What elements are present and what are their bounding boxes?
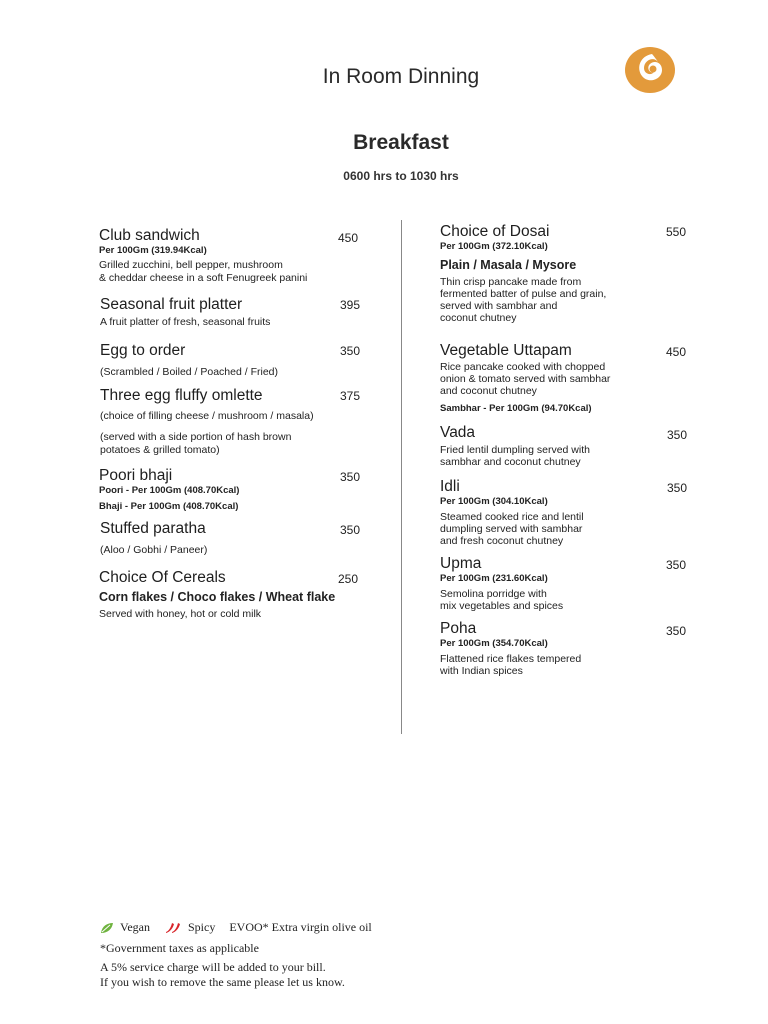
menu-item-club-sandwich — [99, 227, 307, 285]
menu-item-vada — [440, 424, 590, 468]
item-calories: Per 100Gm (304.10Kcal) — [440, 496, 548, 507]
menu-item-idli — [440, 478, 584, 547]
item-description: onion & tomato served with sambhar — [440, 373, 611, 385]
item-price: 375 — [340, 389, 361, 403]
item-description: and coconut chutney — [440, 385, 537, 397]
item-calories: Per 100Gm (372.10Kcal) — [440, 241, 548, 252]
item-description: sambhar and coconut chutney — [440, 456, 581, 468]
item-description: dumpling served with sambhar — [440, 523, 583, 535]
item-options: Plain / Masala / Mysore — [440, 258, 577, 272]
item-description: Steamed cooked rice and lentil — [440, 511, 584, 523]
menu-item-dosai — [440, 223, 606, 324]
item-name: Upma — [440, 555, 482, 572]
legend — [100, 920, 372, 935]
item-name: Seasonal fruit platter — [100, 296, 243, 313]
item-price: 350 — [340, 470, 361, 484]
item-price: 350 — [340, 344, 361, 358]
item-description: Fried lentil dumpling served with — [440, 444, 590, 456]
item-calories: Sambhar - Per 100Gm (94.70Kcal) — [440, 403, 592, 414]
item-description: (Aloo / Gobhi / Paneer) — [100, 544, 208, 556]
service-charge-note: If you wish to remove the same please let us know. — [100, 975, 345, 989]
item-calories: Per 100Gm (319.94Kcal) — [99, 245, 207, 256]
menu-item-uttapam — [440, 342, 610, 415]
item-description: Thin crisp pancake made from — [440, 276, 582, 288]
menu-item-cereals — [99, 569, 335, 621]
item-description: mix vegetables and spices — [440, 600, 564, 612]
menu-item-poha — [440, 620, 581, 677]
menu-item-upma — [440, 555, 563, 612]
page-title: In Room Dinning — [322, 65, 480, 88]
item-name: Vegetable Uttapam — [440, 342, 572, 359]
item-options: Corn flakes / Choco flakes / Wheat flake — [99, 590, 336, 604]
item-calories: Per 100Gm (231.60Kcal) — [440, 573, 548, 584]
item-description: Flattened rice flakes tempered — [440, 653, 582, 665]
hotel-logo — [624, 46, 676, 94]
menu-item-poori-bhaji — [99, 467, 239, 513]
item-description: A fruit platter of fresh, seasonal fruits — [100, 316, 271, 328]
item-description: Grilled zucchini, bell pepper, mushroom — [99, 259, 283, 271]
service-charge-note: A 5% service charge will be added to your bill. — [100, 960, 326, 974]
item-price: 450 — [338, 231, 359, 245]
item-price: 550 — [666, 225, 687, 239]
item-description: Semolina porridge with — [440, 588, 547, 600]
item-name: Stuffed paratha — [100, 520, 206, 537]
column-divider — [401, 220, 402, 734]
item-description: Rice pancake cooked with chopped — [440, 361, 606, 373]
item-price: 350 — [667, 481, 688, 495]
item-description: with Indian spices — [440, 665, 523, 677]
item-calories: Poori - Per 100Gm (408.70Kcal) — [99, 485, 240, 496]
item-description: (choice of filling cheese / mushroom / masala) — [100, 410, 314, 422]
item-price: 350 — [666, 624, 687, 638]
item-description: & cheddar cheese in a soft Fenugreek panini — [99, 272, 308, 284]
menu-item-fruit-platter — [100, 296, 270, 329]
item-price: 450 — [666, 345, 687, 359]
item-description: potatoes & grilled tomato) — [100, 444, 220, 456]
menu-item-egg-to-order — [100, 342, 278, 379]
item-name: Idli — [440, 478, 460, 495]
item-name: Poori bhaji — [99, 467, 173, 484]
item-price: 395 — [340, 298, 361, 312]
chili-icon — [164, 922, 182, 934]
menu-item-omlette — [100, 387, 314, 457]
item-description: coconut chutney — [440, 312, 517, 324]
footer-notes — [100, 920, 372, 990]
item-name: Egg to order — [100, 342, 186, 359]
item-name: Vada — [440, 424, 476, 441]
item-name: Poha — [440, 620, 477, 637]
item-description: Served with honey, hot or cold milk — [99, 608, 262, 620]
service-hours: 0600 hrs to 1030 hrs — [343, 169, 459, 183]
section-title: Breakfast — [353, 131, 449, 154]
item-price: 350 — [667, 428, 688, 442]
leaf-icon — [100, 922, 114, 934]
vegan-label: Vegan — [120, 920, 150, 934]
item-name: Club sandwich — [99, 227, 200, 244]
item-calories: Bhaji - Per 100Gm (408.70Kcal) — [99, 501, 239, 512]
evoo-label: EVOO* Extra virgin olive oil — [229, 920, 372, 934]
item-name: Three egg fluffy omlette — [100, 387, 263, 404]
item-description: served with sambhar and — [440, 300, 558, 312]
item-price: 350 — [340, 523, 361, 537]
item-calories: Per 100Gm (354.70Kcal) — [440, 638, 548, 649]
menu-item-stuffed-paratha — [100, 520, 207, 557]
item-description: fermented batter of pulse and grain, — [440, 288, 607, 300]
item-price: 350 — [666, 558, 687, 572]
item-name: Choice of Dosai — [440, 223, 550, 240]
item-name: Choice Of Cereals — [99, 569, 226, 586]
item-description: and fresh coconut chutney — [440, 535, 564, 547]
item-description: (served with a side portion of hash brown — [100, 431, 292, 443]
spicy-label: Spicy — [188, 920, 216, 934]
item-description: (Scrambled / Boiled / Poached / Fried) — [100, 366, 278, 378]
taxes-note: *Government taxes as applicable — [100, 941, 259, 955]
item-price: 250 — [338, 572, 359, 586]
